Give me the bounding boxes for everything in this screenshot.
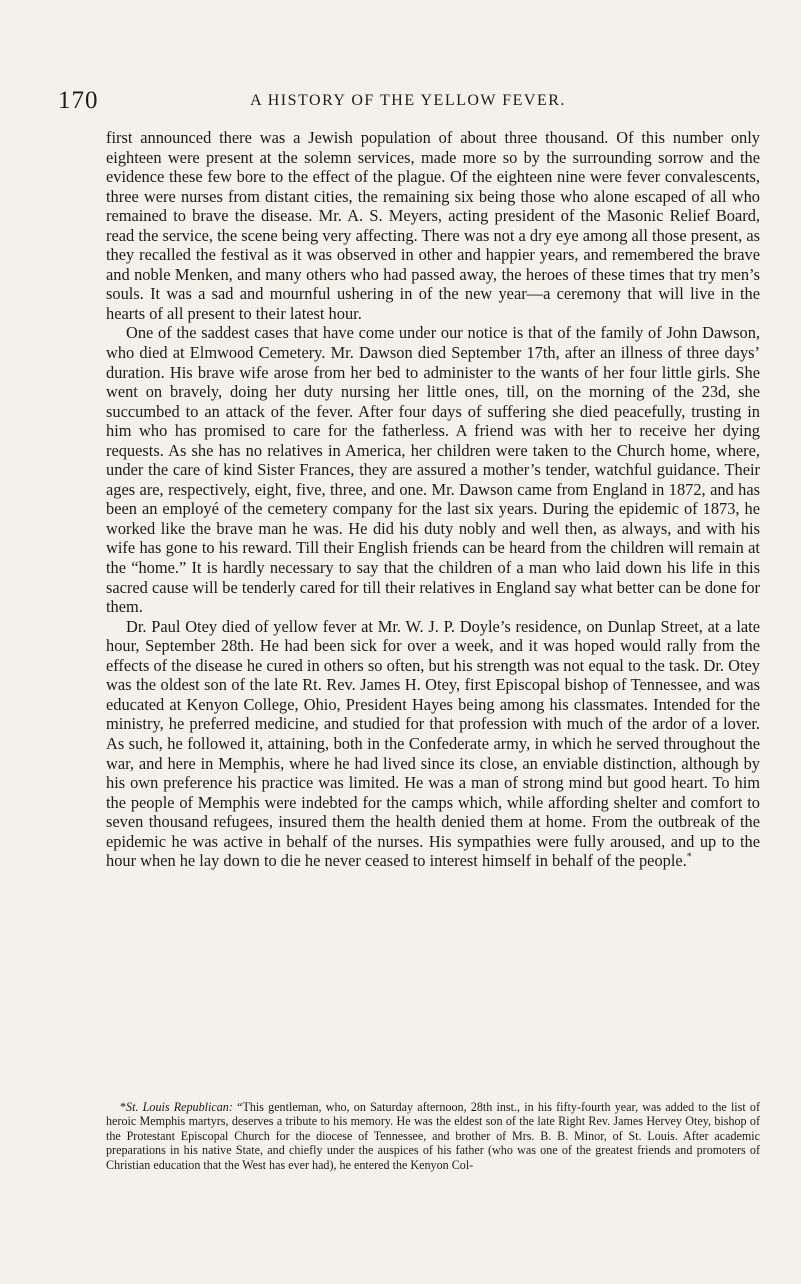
running-title: A HISTORY OF THE YELLOW FEVER. — [250, 92, 566, 109]
footnote-reference: * — [686, 851, 692, 863]
paragraph-dr-otey — [106, 617, 760, 871]
footnote — [106, 1100, 760, 1172]
footnote-source: St. Louis Republican: — [126, 1100, 233, 1114]
paragraph-text: Dr. Paul Otey died of yellow fever at Mr. W. J. P. Doyle’s residence, on Dunlap Street, at a late hour, September 28th. He had been sick for over a week, and it was hoped would rally from the effects of the disease he cured in others so often, but his strength was not equal to the task. Dr. Otey was the oldest son of the late Rt. Rev. James H. Otey, first Episcopal bishop of Tennessee, and was educated at Kenyon College, Ohio, President Hayes being among his classmates. Intended for the ministry, he preferred medicine, and studied for that profession with much of the ardor of a lover. As such, he followed it, attaining, both in the Confederate army, in which he served throughout the war, and here in Memphis, where he had lived since its close, an enviable distinction, although by his own preference his practice was limited. He was a man of strong mind but good heart. To him the people of Memphis were indebted for the camps which, while affording shelter and comfort to seven thousand refugees, insured them the health denied them at home. From the outbreak of the epidemic he was active in behalf of the nurses. His sympathies were fully aroused, and up to the hour when he lay down to die he never ceased to interest himself in behalf of the people. — [106, 616, 760, 871]
footnote-paragraph — [106, 1100, 760, 1172]
page-header — [58, 86, 758, 116]
paragraph-text: first announced there was a Jewish population of about three thousand. Of this number only eighteen were present at the solemn services, made more so by the surrounding sorrow and the evidence these few bore to the effect of the plague. Of the eighteen nine were fever convalescents, three were nurses from distant cities, the remaining six being those who alone escaped of all who remained to brave the disease. Mr. A. S. Meyers, acting president of the Masonic Relief Board, read the service, the scene being very affecting. There was not a dry eye among all those present, as they recalled the festival as it was observed in other and happier years, and remembered the brave and noble Menken, and many others who had passed away, the heroes of these times that try men’s souls. It was a sad and mournful ushering in of the new year—a ceremony that will live in the hearts of all present to their latest hour. — [106, 128, 760, 323]
paragraph-dawson-family — [106, 323, 760, 616]
paragraph-text: One of the saddest cases that have come under our notice is that of the family of John Dawson, who died at Elmwood Cemetery. Mr. Dawson died September 17th, after an illness of three days’ duration. His brave wife arose from her bed to administer to the wants of her four little girls. She went on bravely, doing her duty nursing her little ones, till, on the morning of the 23d, she succumbed to an attack of the fever. After four days of suffering she died peacefully, trusting in him who has promised to care for the fatherless. A friend was with her to receive her dying requests. As she has no relatives in America, her children were taken to the Church home, where, under the care of kind Sister Frances, they are assured a mother’s tender, watchful guidance. Their ages are, respectively, eight, five, three, and one. Mr. Dawson came from England in 1872, and has been an employé of the cemetery company for the last six years. During the epidemic of 1873, he worked like the brave man he was. He did his duty nobly and well then, as always, and with his wife has gone to his reward. Till their English friends can be heard from the children will remain at the “home.” It is hardly necessary to say that the children of a man who laid down his life in this sacred cause will be tenderly cared for till their relatives in England say what better can be done for them. — [106, 323, 760, 617]
body-text — [106, 128, 760, 871]
footnote-text: “This gentleman, who, on Saturday afternoon, 28th inst., in his fifty-fourth year, was added to the list of heroic Memphis martyrs, deserves a tribute to his memory. He was the eldest son of the late Right Rev. James Hervey Otey, bishop of the Protestant Episcopal Church for the diocese of Tennessee, and brother of Mrs. B. B. Minor, of St. Louis. After academic preparations in his native State, and chiefly under the auspices of his father (who was one of the greatest friends and promoters of Christian education that the West has ever had), he entered the Kenyon Col- — [106, 1100, 761, 1172]
page-number: 170 — [58, 87, 99, 114]
footnote-marker: * — [120, 1100, 127, 1114]
paragraph-jewish-new-year — [106, 128, 760, 323]
